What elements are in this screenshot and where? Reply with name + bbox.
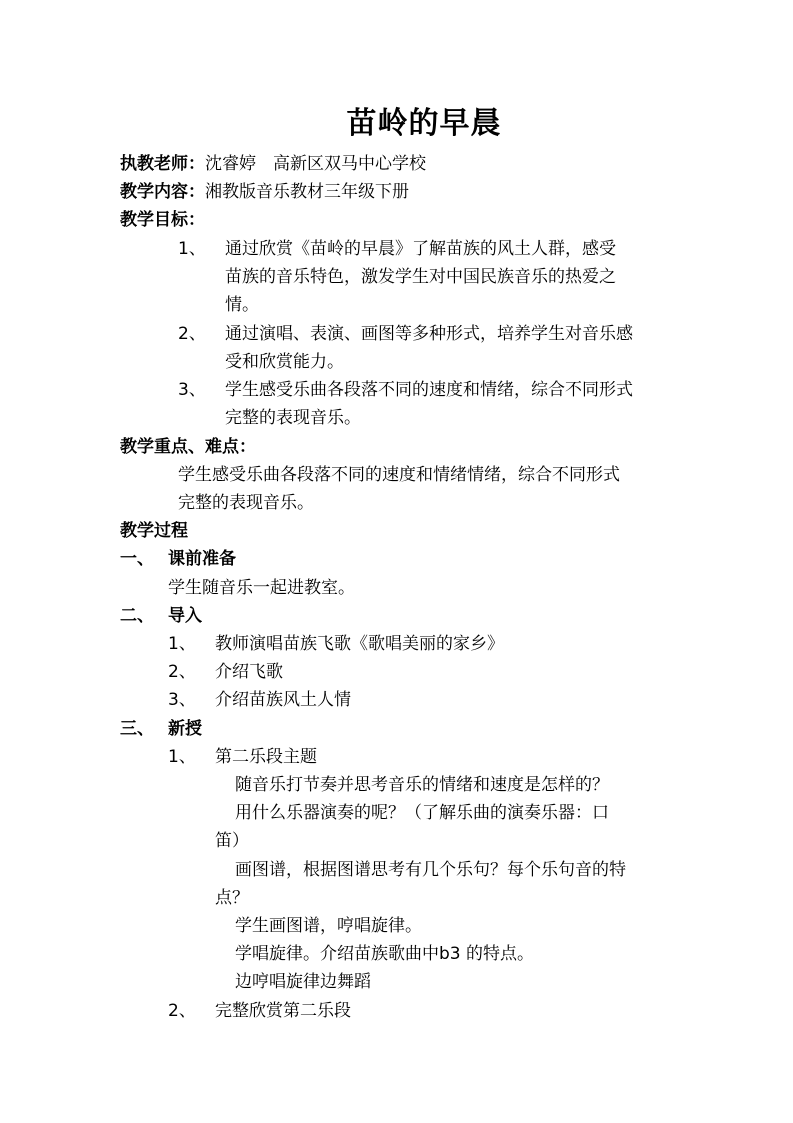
content-label: 教学内容： [120, 182, 205, 202]
teacher-label: 执教老师： [120, 154, 205, 174]
section-2-item-2-number: 2、 [168, 662, 196, 682]
process-label: 教学过程 [120, 521, 188, 541]
section-3-item-1-line-2: 用什么乐器演奏的呢？（了解乐曲的演奏乐器：口 [235, 803, 609, 823]
goals-label: 教学目标： [120, 210, 205, 230]
section-2-item-3-number: 3、 [168, 690, 196, 710]
section-3-item-1-line-4: 画图谱，根据图谱思考有几个乐句？每个乐句音的特 [235, 860, 626, 880]
keypoints-line-1: 学生感受乐曲各段落不同的速度和情绪情绪，综合不同形式 [178, 465, 620, 485]
section-2-number: 二、 [120, 606, 154, 626]
goal-2-line-1: 通过演唱、表演、画图等多种形式，培养学生对音乐感 [225, 324, 633, 344]
section-3-item-1-line-7: 学唱旋律。介绍苗族歌曲中b3 的特点。 [235, 944, 535, 964]
goal-1-line-3: 情。 [225, 295, 259, 315]
section-2-item-2-text: 介绍飞歌 [215, 662, 283, 682]
section-1-text: 学生随音乐一起进教室。 [168, 578, 355, 598]
section-3-item-1-line-8: 边哼唱旋律边舞蹈 [235, 972, 371, 992]
section-1-title: 课前准备 [168, 549, 236, 569]
content-value: 湘教版音乐教材三年级下册 [205, 182, 409, 202]
section-2-item-1-text: 教师演唱苗族飞歌《歌唱美丽的家乡》 [215, 634, 504, 654]
section-2-item-1-number: 1、 [168, 634, 196, 654]
page-title: 苗岭的早晨 [346, 106, 502, 141]
goal-2-line-2: 受和欣赏能力。 [225, 352, 344, 372]
keypoints-line-2: 完整的表现音乐。 [178, 493, 314, 513]
section-3-item-2-number: 2、 [168, 1001, 196, 1021]
goal-3-line-1: 学生感受乐曲各段落不同的速度和情绪，综合不同形式 [225, 380, 633, 400]
section-3-item-1-line-1: 随音乐打节奏并思考音乐的情绪和速度是怎样的？ [235, 775, 609, 795]
section-3-item-2-text: 完整欣赏第二乐段 [215, 1001, 351, 1021]
goal-3-line-2: 完整的表现音乐。 [225, 408, 361, 428]
section-3-item-1-line-5: 点？ [215, 888, 249, 908]
section-2-title: 导入 [168, 606, 202, 626]
section-3-item-1-line-3: 笛） [215, 831, 249, 851]
section-3-item-1-text: 第二乐段主题 [215, 747, 317, 767]
goal-1-line-1: 通过欣赏《苗岭的早晨》了解苗族的风土人群，感受 [225, 239, 616, 259]
teacher-value: 沈睿婷 高新区双马中心学校 [205, 154, 426, 174]
keypoints-label: 教学重点、难点： [120, 437, 256, 457]
section-3-item-1-line-6: 学生画图谱，哼唱旋律。 [235, 916, 422, 936]
teacher-row [120, 150, 426, 178]
section-3-title: 新授 [168, 719, 202, 739]
goal-1-number: 1、 [178, 239, 206, 259]
content-row [120, 178, 409, 206]
section-3-item-1-number: 1、 [168, 747, 196, 767]
goal-1-line-2: 苗族的音乐特色，激发学生对中国民族音乐的热爱之 [225, 267, 616, 287]
goal-2-number: 2、 [178, 324, 206, 344]
section-1-number: 一、 [120, 549, 154, 569]
section-2-item-3-text: 介绍苗族风土人情 [215, 690, 351, 710]
section-3-number: 三、 [120, 719, 154, 739]
goal-3-number: 3、 [178, 380, 206, 400]
